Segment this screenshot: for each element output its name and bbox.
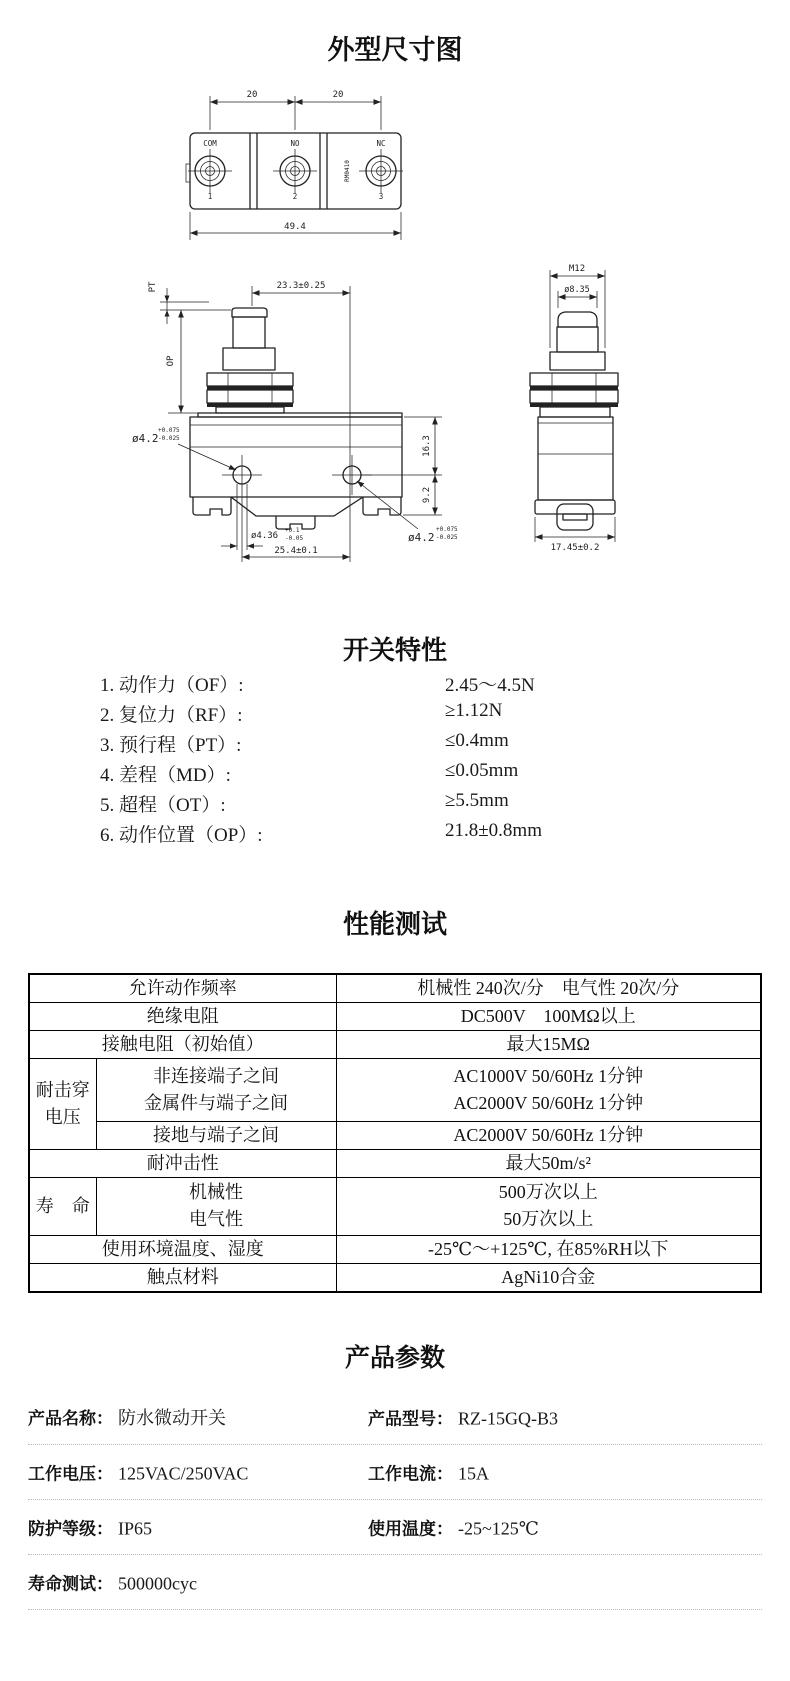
dim-hole-right-tol-dn: -0.025 bbox=[436, 534, 458, 541]
param-row bbox=[28, 1555, 762, 1610]
section-title-characteristics: 开关特性 bbox=[342, 635, 447, 665]
parameters-list bbox=[28, 1390, 762, 1610]
list-item bbox=[0, 698, 790, 728]
table-row bbox=[29, 1002, 761, 1030]
characteristics-list bbox=[0, 668, 790, 848]
list-item bbox=[0, 788, 790, 818]
char-value: ≤0.4mm bbox=[445, 730, 509, 751]
char-label: 5. 超程（OT）: bbox=[100, 795, 226, 816]
list-item bbox=[0, 668, 790, 698]
dim-front-width: 17.45±0.2 bbox=[550, 543, 600, 553]
dim-height-upper: 16.3 bbox=[422, 435, 432, 457]
dim-op: OP bbox=[166, 355, 176, 367]
dim-pitch-right: 20 bbox=[332, 90, 344, 100]
param-value: 500000cyc bbox=[118, 1573, 197, 1594]
row-value: 机械性 240次/分 电气性 20次/分 bbox=[336, 974, 761, 1002]
sub-label: 非连接端子之间 金属件与端子之间 bbox=[96, 1058, 336, 1121]
dim-thread: M12 bbox=[568, 264, 586, 274]
table-row bbox=[29, 1263, 761, 1292]
terminal-no-label: NO bbox=[290, 139, 300, 148]
list-item bbox=[0, 758, 790, 788]
row-value: AC2000V 50/60Hz 1分钟 bbox=[336, 1121, 761, 1149]
sub-label: 机械性 电气性 bbox=[96, 1177, 336, 1235]
terminal-com-label: COM bbox=[203, 139, 217, 148]
row-label: 触点材料 bbox=[29, 1263, 336, 1292]
dimension-drawing bbox=[0, 80, 790, 572]
param-value: IP65 bbox=[118, 1518, 153, 1539]
row-label: 耐冲击性 bbox=[29, 1149, 336, 1177]
row-value: AgNi10合金 bbox=[336, 1263, 761, 1292]
dim-slot-tol-dn: -0.05 bbox=[285, 535, 304, 542]
param-label: 使用温度： bbox=[368, 1519, 453, 1539]
terminal-nc-label: NC bbox=[376, 139, 386, 148]
row-label: 绝缘电阻 bbox=[29, 1002, 336, 1030]
param-row bbox=[28, 1445, 762, 1500]
list-item bbox=[0, 818, 790, 848]
char-value: ≤0.05mm bbox=[445, 760, 519, 781]
dim-pt: PT bbox=[148, 281, 158, 293]
param-label: 产品型号： bbox=[368, 1409, 453, 1429]
param-value: 15A bbox=[458, 1463, 489, 1484]
dim-height-lower: 9.2 bbox=[422, 486, 432, 504]
dim-hole-left-tol-dn: -0.025 bbox=[158, 435, 180, 442]
char-value: ≥1.12N bbox=[445, 700, 503, 721]
sub-label: 接地与端子之间 bbox=[96, 1121, 336, 1149]
list-item bbox=[0, 728, 790, 758]
front-view bbox=[530, 264, 618, 553]
top-view bbox=[186, 90, 403, 240]
table-row bbox=[29, 1235, 761, 1263]
terminal-2-number: 2 bbox=[292, 192, 298, 201]
dim-slot: ø4.36 bbox=[251, 531, 279, 541]
char-value: 21.8±0.8mm bbox=[445, 820, 542, 841]
row-value: 500万次以上 50万次以上 bbox=[336, 1177, 761, 1235]
table-row bbox=[29, 1058, 761, 1121]
dim-body-width: 49.4 bbox=[284, 222, 306, 232]
table-row bbox=[29, 974, 761, 1002]
group-label: 耐击穿 电压 bbox=[29, 1058, 96, 1149]
dim-plunger-offset: 23.3±0.25 bbox=[276, 281, 326, 291]
dim-pitch-left: 20 bbox=[246, 90, 258, 100]
model-marking: RM0410 bbox=[344, 160, 351, 182]
dim-hole-left: ø4.2 bbox=[132, 432, 159, 445]
dim-hole-left-tol-up: +0.075 bbox=[158, 427, 180, 434]
char-label: 6. 动作位置（OP）: bbox=[100, 825, 263, 846]
row-value: DC500V 100MΩ以上 bbox=[336, 1002, 761, 1030]
table-row bbox=[29, 1177, 761, 1235]
char-label: 4. 差程（MD）: bbox=[100, 765, 231, 786]
param-label: 防护等级： bbox=[28, 1519, 113, 1539]
dim-hole-right-tol-up: +0.075 bbox=[436, 526, 458, 533]
dim-hole-right: ø4.2 bbox=[408, 531, 435, 544]
param-value: 防水微动开关 bbox=[118, 1408, 226, 1428]
param-row bbox=[28, 1500, 762, 1555]
section-title-parameters: 产品参数 bbox=[344, 1344, 445, 1372]
row-value: AC1000V 50/60Hz 1分钟 AC2000V 50/60Hz 1分钟 bbox=[336, 1058, 761, 1121]
table-row bbox=[29, 1121, 761, 1149]
char-label: 2. 复位力（RF）: bbox=[100, 705, 243, 726]
terminal-1-number: 1 bbox=[207, 192, 213, 201]
group-label: 寿 命 bbox=[29, 1177, 96, 1235]
table-row bbox=[29, 1149, 761, 1177]
row-value: -25℃～+125℃, 在85%RH以下 bbox=[336, 1235, 761, 1263]
param-row bbox=[28, 1390, 762, 1445]
dim-hole-pitch: 25.4±0.1 bbox=[274, 546, 318, 556]
dim-plunger-dia: ø8.35 bbox=[564, 285, 590, 295]
table-row bbox=[29, 1030, 761, 1058]
param-label: 工作电压： bbox=[28, 1464, 113, 1484]
terminal-3-number: 3 bbox=[378, 192, 384, 201]
performance-table bbox=[28, 973, 762, 1293]
char-label: 3. 预行程（PT）: bbox=[100, 735, 242, 756]
row-value: 最大15MΩ bbox=[336, 1030, 761, 1058]
row-value: 最大50m/s² bbox=[336, 1149, 761, 1177]
dim-slot-tol-up: +0.1 bbox=[285, 527, 300, 534]
char-value: 2.45～4.5N bbox=[445, 675, 535, 696]
page-title-dimensions: 外型尺寸图 bbox=[327, 35, 463, 65]
row-label: 允许动作频率 bbox=[29, 974, 336, 1002]
param-value: -25~125℃ bbox=[458, 1518, 539, 1539]
param-value: RZ-15GQ-B3 bbox=[458, 1408, 558, 1429]
row-label: 接触电阻（初始值） bbox=[29, 1030, 336, 1058]
char-label: 1. 动作力（OF）: bbox=[100, 675, 244, 696]
side-view bbox=[132, 281, 458, 562]
param-label: 工作电流： bbox=[368, 1464, 453, 1484]
param-label: 产品名称： bbox=[28, 1409, 113, 1428]
char-value: ≥5.5mm bbox=[445, 790, 509, 811]
row-label: 使用环境温度、湿度 bbox=[29, 1235, 336, 1263]
param-value: 125VAC/250VAC bbox=[118, 1463, 249, 1484]
param-label: 寿命测试： bbox=[28, 1574, 113, 1594]
section-title-performance: 性能测试 bbox=[342, 909, 447, 939]
